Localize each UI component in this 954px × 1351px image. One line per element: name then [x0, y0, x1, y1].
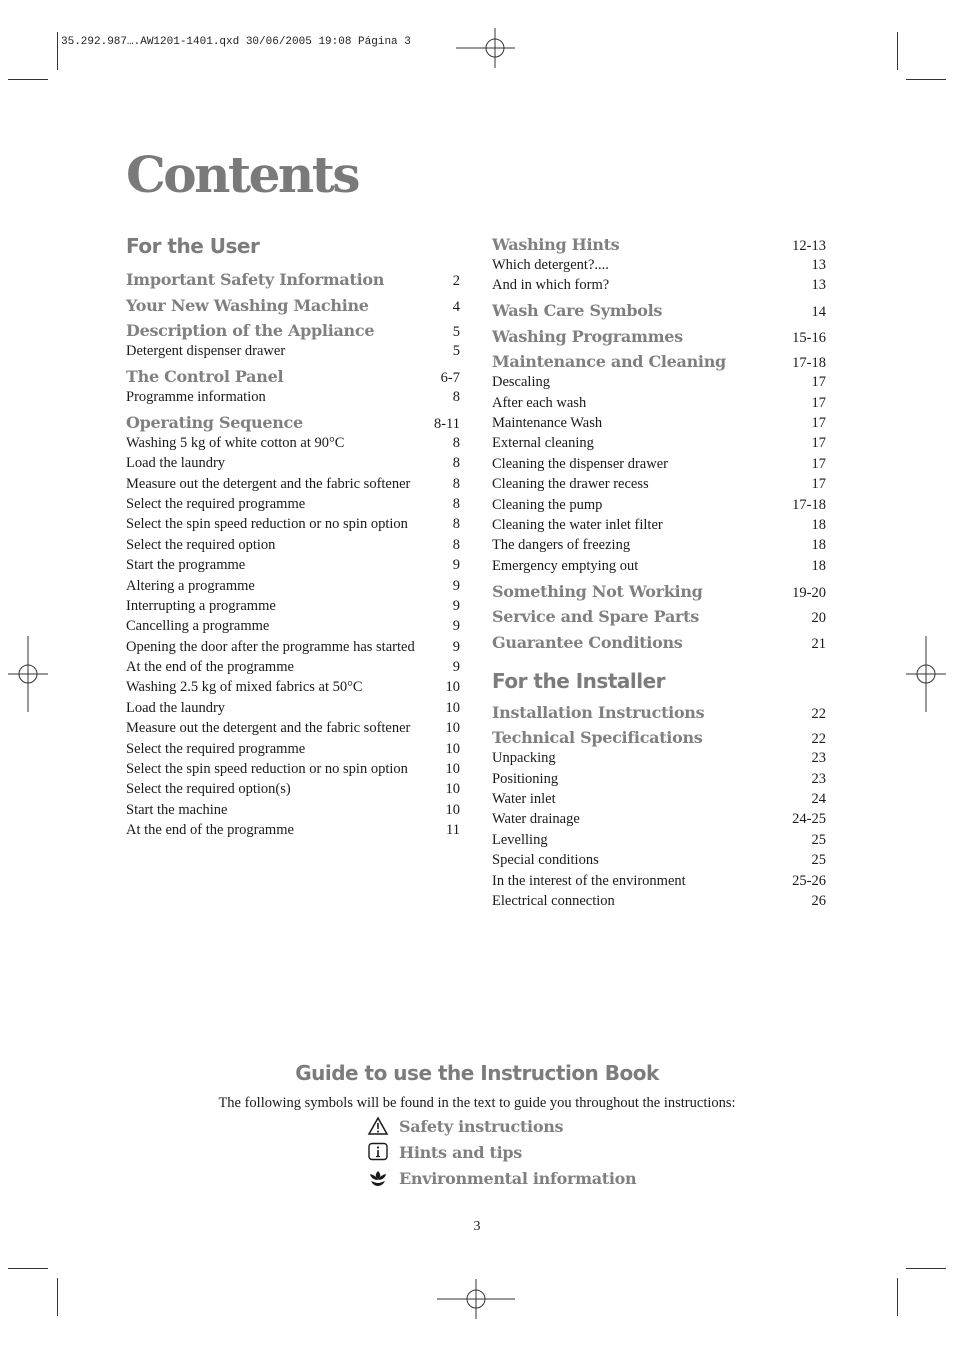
symbol-safety: [367, 1116, 563, 1136]
toc-entry: [126, 616, 460, 636]
toc-entry-page: 25-26: [792, 872, 826, 889]
toc-entry-page: 17-18: [792, 496, 826, 513]
toc-entry: [492, 850, 826, 870]
toc-entry-page: 14: [811, 304, 826, 321]
toc-entry-page: 10: [445, 720, 460, 737]
toc-entry-label: Select the required programme: [126, 740, 306, 757]
crop-mark-tl-h: [8, 79, 48, 80]
toc-entry-page: 25: [811, 831, 826, 848]
symbol-environment: [367, 1168, 636, 1188]
toc-entry-page: 4: [452, 298, 460, 315]
registration-mark-right: [906, 636, 946, 712]
toc-entry: [126, 596, 460, 616]
toc-entry-label: Opening the door after the programme has started: [126, 638, 415, 655]
toc-entry: [492, 871, 826, 891]
toc-entry-label: Your New Washing Machine: [126, 295, 369, 315]
toc-entry: [126, 387, 460, 407]
toc-entry-label: Service and Spare Parts: [492, 607, 699, 627]
toc-entry-label: Start the machine: [126, 801, 228, 818]
toc-entry-page: 9: [452, 577, 460, 594]
toc-entry-page: 17: [811, 394, 826, 411]
toc-entry-label: At the end of the programme: [126, 822, 294, 839]
toc-entry-page: 11: [446, 822, 460, 839]
toc-entry: [126, 576, 460, 596]
toc-entry-page: 17: [811, 455, 826, 472]
toc-entry-label: Washing Hints: [492, 235, 620, 254]
guide-title: Guide to use the Instruction Book: [295, 1061, 659, 1085]
toc-entry-label: And in which form?: [492, 277, 610, 294]
toc-entry-label: Start the programme: [126, 557, 246, 574]
toc-entry-page: 23: [811, 750, 826, 767]
toc-entry-page: 5: [452, 343, 460, 359]
symbol-environment-label: Environmental information: [399, 1168, 637, 1188]
toc-entry-label: Select the spin speed reduction or no spin option: [126, 761, 408, 778]
toc-entry: [126, 657, 460, 677]
toc-entry-page: 15-16: [792, 329, 826, 346]
toc-entry-page: 12-13: [792, 238, 826, 254]
toc-entry-page: 10: [445, 740, 460, 757]
toc-heading-entry: [492, 327, 826, 347]
toc-heading-entry: [492, 352, 826, 372]
toc-entry-page: 24-25: [792, 811, 826, 828]
installer-heading: For the Installer: [492, 668, 666, 693]
toc-heading-entry: [492, 703, 826, 723]
toc-entry-label: External cleaning: [492, 435, 594, 452]
page-number: 3: [473, 1219, 481, 1234]
toc-entry-label: Descaling: [492, 374, 550, 391]
user-toc-list: [126, 270, 460, 841]
toc-entry-label: Cleaning the water inlet filter: [492, 517, 663, 534]
user-section: [126, 234, 460, 841]
toc-entry-label: Electrical connection: [492, 892, 615, 909]
toc-entry-label: Measure out the detergent and the fabric softener: [126, 475, 411, 492]
toc-entry-page: 10: [445, 801, 460, 818]
toc-entry-label: Programme information: [126, 388, 266, 405]
flower-icon: [367, 1168, 389, 1188]
toc-entry: [126, 555, 460, 575]
toc-entry: [126, 637, 460, 657]
toc-entry-label: Washing 2.5 kg of mixed fabrics at 50°C: [126, 679, 363, 696]
toc-entry-page: 17: [811, 415, 826, 432]
toc-entry: [126, 453, 460, 473]
toc-entry-page: 13: [811, 257, 826, 273]
user-heading: For the User: [126, 234, 260, 258]
toc-entry-page: 10: [445, 781, 460, 798]
toc-entry-label: Select the required option(s): [126, 781, 291, 798]
toc-entry-label: Emergency emptying out: [492, 557, 639, 574]
toc-entry-page: 5: [452, 324, 460, 340]
toc-entry-label: Altering a programme: [126, 577, 255, 594]
toc-entry: [126, 800, 460, 820]
toc-heading-entry: [492, 235, 826, 255]
toc-entry-label: Maintenance Wash: [492, 415, 603, 432]
toc-heading-entry: [126, 367, 460, 387]
right-section: [492, 235, 826, 911]
toc-entry: [492, 454, 826, 474]
toc-entry-label: Description of the Appliance: [126, 321, 375, 340]
toc-entry-label: Cancelling a programme: [126, 618, 270, 635]
toc-entry-label: Load the laundry: [126, 455, 226, 472]
toc-heading-entry: [126, 296, 460, 316]
toc-entry: [492, 891, 826, 911]
toc-entry-page: 10: [445, 699, 460, 716]
toc-entry: [492, 495, 826, 515]
toc-entry-label: Important Safety Information: [126, 270, 385, 289]
toc-entry: [492, 474, 826, 494]
toc-entry-label: Installation Instructions: [492, 702, 705, 722]
symbol-safety-label: Safety instructions: [399, 1116, 564, 1136]
toc-entry-label: Cleaning the drawer recess: [492, 476, 649, 493]
toc-entry-label: Cleaning the pump: [492, 496, 603, 513]
toc-entry-label: After each wash: [492, 394, 587, 411]
toc-entry-page: 25: [811, 852, 826, 869]
toc-entry-page: 9: [452, 557, 460, 574]
toc-entry: [492, 789, 826, 809]
toc-entry-label: The Control Panel: [126, 366, 284, 386]
toc-entry: [126, 474, 460, 494]
crop-mark-br-h: [906, 1268, 946, 1269]
toc-entry-label: Unpacking: [492, 750, 556, 767]
toc-entry: [492, 515, 826, 535]
toc-entry-page: 22: [811, 731, 826, 748]
toc-entry: [126, 514, 460, 534]
toc-entry: [126, 494, 460, 514]
toc-heading-entry: [492, 607, 826, 627]
toc-entry-page: 19-20: [792, 584, 826, 601]
toc-entry-page: 17-18: [792, 355, 826, 372]
toc-entry-label: Wash Care Symbols: [492, 301, 663, 321]
toc-entry: [126, 779, 460, 799]
toc-entry: [126, 759, 460, 779]
toc-entry-label: Interrupting a programme: [126, 597, 276, 614]
toc-entry-page: 26: [811, 892, 826, 909]
toc-entry-label: Water drainage: [492, 811, 580, 828]
toc-entry: [492, 413, 826, 433]
toc-entry-page: 10: [445, 679, 460, 696]
toc-heading-entry: [492, 582, 826, 602]
toc-entry: [126, 820, 460, 840]
toc-entry: [492, 535, 826, 555]
crop-mark-tr-v: [897, 32, 898, 70]
toc-entry-label: At the end of the programme: [126, 659, 294, 676]
guide-text: The following symbols will be found in the text to guide you throughout the instructions:: [218, 1095, 736, 1111]
crop-mark-tr-h: [906, 79, 946, 80]
toc-heading-entry: [492, 633, 826, 653]
toc-heading-entry: [126, 413, 460, 433]
toc-heading-entry: [492, 301, 826, 321]
toc-entry: [492, 255, 826, 275]
symbol-hints-label: Hints and tips: [399, 1142, 523, 1162]
toc-entry-label: Technical Specifications: [492, 728, 703, 748]
toc-entry-label: Operating Sequence: [126, 412, 303, 432]
crop-mark-bl-h: [8, 1268, 48, 1269]
toc-entry: [126, 718, 460, 738]
installer-toc-list: [492, 703, 826, 912]
symbol-hints: [367, 1142, 522, 1162]
toc-entry-page: 21: [811, 635, 826, 652]
toc-entry: [126, 739, 460, 759]
crop-mark-br-v: [897, 1278, 898, 1316]
toc-entry-page: 8: [452, 536, 460, 553]
toc-entry-page: 9: [452, 659, 460, 676]
toc-entry-label: Washing 5 kg of white cotton at 90°C: [126, 434, 345, 451]
toc-entry: [492, 830, 826, 850]
toc-entry-page: 2: [452, 273, 460, 289]
warning-triangle-icon: [367, 1116, 389, 1136]
toc-entry: [492, 556, 826, 576]
toc-entry-label: In the interest of the environment: [492, 872, 686, 889]
toc-entry-label: Maintenance and Cleaning: [492, 352, 726, 372]
toc-entry-label: Special conditions: [492, 852, 599, 869]
toc-entry-label: Load the laundry: [126, 699, 226, 716]
toc-entry-label: Measure out the detergent and the fabric softener: [126, 720, 411, 737]
toc-entry-label: Select the required option: [126, 536, 276, 553]
toc-entry-page: 23: [811, 770, 826, 787]
toc-heading-entry: [126, 321, 460, 341]
toc-entry-label: Select the spin speed reduction or no spin option: [126, 516, 408, 533]
crop-mark-tl-v: [57, 32, 58, 70]
printer-slug: 35.292.987….AW1201-1401.qxd 30/06/2005 19:08 Página 3: [61, 36, 411, 48]
toc-entry: [492, 275, 826, 295]
info-box-icon: [367, 1142, 389, 1162]
toc-entry-page: 8: [452, 475, 460, 492]
toc-entry-page: 9: [452, 597, 460, 614]
toc-entry-label: Something Not Working: [492, 581, 703, 601]
toc-heading-entry: [492, 728, 826, 748]
toc-entry-page: 18: [811, 517, 826, 534]
toc-entry-page: 9: [452, 638, 460, 655]
toc-entry-label: Select the required programme: [126, 495, 306, 512]
registration-mark-left: [8, 636, 48, 712]
toc-entry-page: 18: [811, 557, 826, 574]
toc-entry: [492, 372, 826, 392]
toc-entry-page: 17: [811, 374, 826, 391]
toc-entry-page: 22: [811, 705, 826, 722]
toc-entry: [492, 809, 826, 829]
toc-entry-label: Positioning: [492, 770, 559, 787]
toc-entry-label: The dangers of freezing: [492, 537, 631, 554]
toc-entry-page: 8: [452, 388, 460, 405]
registration-mark-top: [437, 28, 515, 68]
crop-mark-bl-v: [57, 1278, 58, 1316]
toc-entry-page: 8: [452, 455, 460, 472]
toc-entry-page: 8: [452, 434, 460, 451]
toc-entry-label: Levelling: [492, 831, 548, 848]
toc-entry: [126, 698, 460, 718]
toc-entry-page: 24: [811, 790, 826, 807]
toc-entry-label: Detergent dispenser drawer: [126, 343, 286, 359]
toc-entry-page: 10: [445, 761, 460, 778]
toc-entry-label: Water inlet: [492, 790, 556, 807]
toc-entry-label: Washing Programmes: [492, 326, 683, 346]
toc-entry-page: 8: [452, 495, 460, 512]
right-toc-list: [492, 235, 826, 653]
toc-entry: [126, 535, 460, 555]
toc-entry-page: 8-11: [433, 415, 460, 432]
toc-entry: [126, 341, 460, 361]
page-title: Contents: [126, 145, 359, 204]
toc-entry-page: 17: [811, 435, 826, 452]
toc-heading-entry: [126, 270, 460, 290]
toc-entry: [492, 769, 826, 789]
toc-entry-page: 9: [452, 618, 460, 635]
toc-entry-label: Which detergent?....: [492, 257, 609, 273]
toc-entry: [492, 433, 826, 453]
toc-entry-label: Cleaning the dispenser drawer: [492, 455, 668, 472]
toc-entry-page: 17: [811, 476, 826, 493]
toc-entry-page: 13: [811, 277, 826, 294]
registration-mark-bottom: [437, 1279, 515, 1319]
toc-entry-page: 6-7: [440, 369, 460, 386]
toc-entry: [492, 393, 826, 413]
toc-entry: [126, 433, 460, 453]
toc-entry-page: 8: [452, 516, 460, 533]
toc-entry-label: Guarantee Conditions: [492, 632, 683, 652]
toc-entry: [126, 677, 460, 697]
toc-entry: [492, 748, 826, 768]
toc-entry-page: 20: [811, 610, 826, 627]
toc-entry-page: 18: [811, 537, 826, 554]
